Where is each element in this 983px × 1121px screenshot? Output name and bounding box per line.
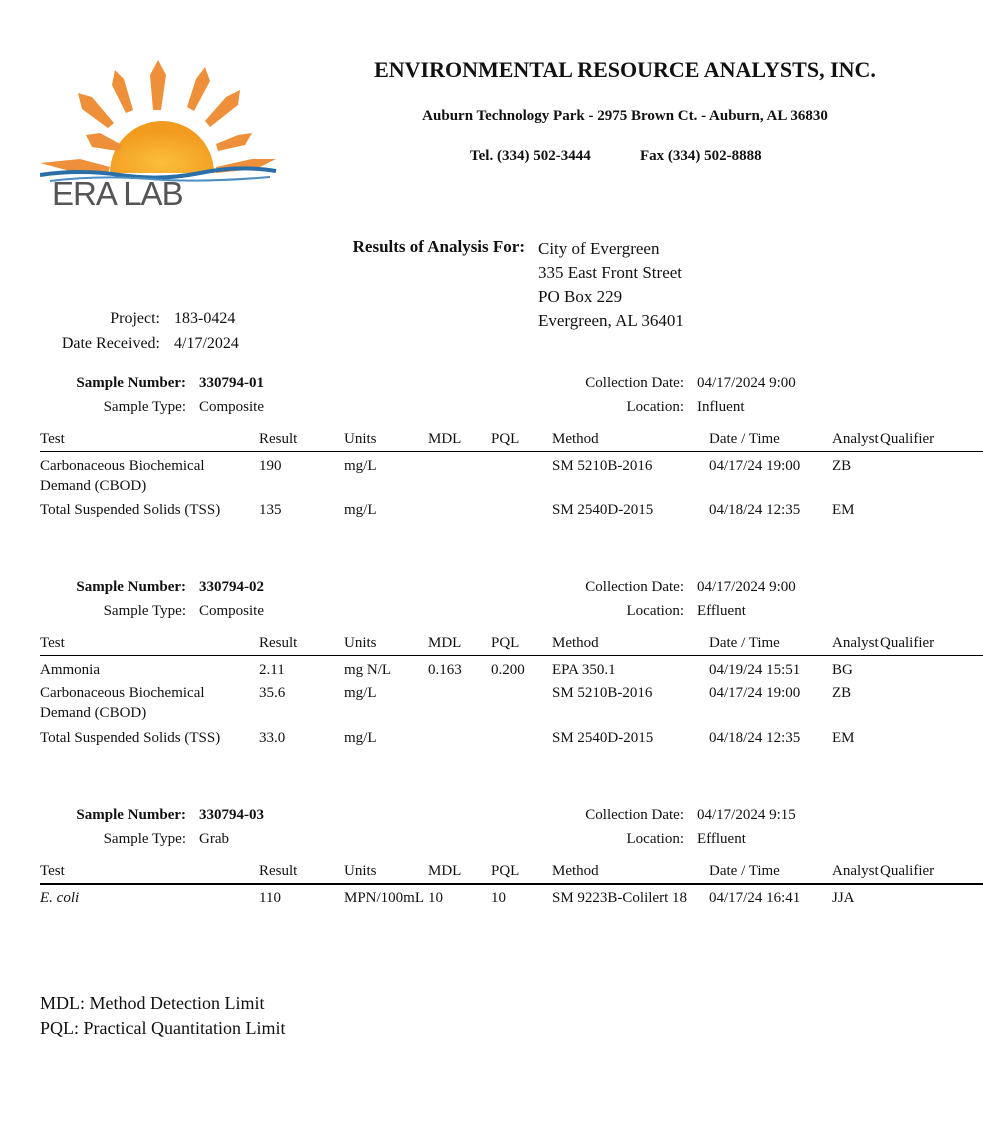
cell-units: mg/L	[344, 730, 377, 746]
cell-units: mg/L	[344, 685, 377, 701]
project-label: Project:	[110, 310, 160, 327]
sample-number-label: Sample Number:	[76, 579, 186, 595]
sample-type-label: Sample Type:	[103, 831, 186, 847]
collection-date-value: 04/17/2024 9:00	[697, 375, 796, 391]
col-analyst: Analyst	[832, 431, 879, 447]
client-line: PO Box 229	[538, 287, 623, 306]
cell-method: SM 9223B-Colilert 18	[552, 890, 688, 906]
col-method: Method	[552, 863, 599, 879]
cell-datetime: 04/17/24 16:41	[709, 890, 801, 906]
cell-analyst: JJA	[832, 890, 855, 906]
sample-number-value: 330794-02	[199, 579, 264, 595]
results-for-label: Results of Analysis For:	[352, 237, 525, 256]
cell-method: SM 5210B-2016	[552, 685, 653, 701]
col-units: Units	[344, 863, 377, 879]
cell-units: mg N/L	[344, 662, 392, 678]
cell-pql: 0.200	[491, 662, 525, 678]
col-pql: PQL	[491, 431, 520, 447]
col-test: Test	[40, 431, 65, 447]
cell-datetime: 04/17/24 19:00	[709, 685, 801, 701]
cell-result: 110	[259, 890, 281, 906]
cell-analyst: BG	[832, 662, 853, 678]
col-result: Result	[259, 431, 298, 447]
date-received-value: 4/17/2024	[174, 335, 239, 352]
col-test: Test	[40, 635, 65, 651]
client-line: City of Evergreen	[538, 239, 660, 258]
sample-type-label: Sample Type:	[103, 399, 186, 415]
cell-result: 33.0	[259, 730, 286, 746]
col-pql: PQL	[491, 635, 520, 651]
header-rule	[40, 655, 983, 656]
logo-wordmark: ERA LAB	[52, 175, 183, 212]
cell-result: 135	[259, 502, 282, 518]
col-mdl: MDL	[428, 635, 462, 651]
col-method: Method	[552, 431, 599, 447]
company-phone: Tel. (334) 502-3444	[470, 148, 591, 164]
col-qualifier: Qualifier	[880, 635, 935, 651]
header-rule	[40, 883, 983, 885]
cell-result: 190	[259, 458, 282, 474]
cell-method: EPA 350.1	[552, 662, 616, 678]
cell-method: SM 5210B-2016	[552, 458, 653, 474]
header-rule	[40, 451, 983, 452]
collection-date-label: Collection Date:	[585, 807, 684, 823]
sample-number-label: Sample Number:	[76, 375, 186, 391]
cell-test: Carbonaceous Biochemical Demand (CBOD)	[40, 685, 205, 721]
sample-type-value: Composite	[199, 603, 265, 619]
cell-pql: 10	[491, 890, 506, 906]
cell-test: Carbonaceous Biochemical Demand (CBOD)	[40, 458, 205, 494]
sample-type-value: Composite	[199, 399, 265, 415]
date-received-label: Date Received:	[61, 335, 160, 352]
col-qualifier: Qualifier	[880, 863, 935, 879]
cell-result: 35.6	[259, 685, 286, 701]
col-method: Method	[552, 635, 599, 651]
sample-type-value: Grab	[199, 831, 229, 847]
collection-date-label: Collection Date:	[585, 375, 684, 391]
cell-analyst: EM	[832, 730, 855, 746]
company-address: Auburn Technology Park - 2975 Brown Ct. - Auburn, AL 36830	[422, 108, 828, 124]
sample-block	[0, 375, 983, 575]
cell-test: Ammonia	[40, 662, 100, 678]
sample-number-value: 330794-03	[199, 807, 264, 823]
col-mdl: MDL	[428, 431, 462, 447]
col-units: Units	[344, 431, 377, 447]
sample-number-label: Sample Number:	[76, 807, 186, 823]
col-units: Units	[344, 635, 377, 651]
cell-test: Total Suspended Solids (TSS)	[40, 730, 221, 746]
cell-analyst: ZB	[832, 458, 852, 474]
col-datetime: Date / Time	[709, 863, 780, 879]
cell-test: Total Suspended Solids (TSS)	[40, 502, 221, 518]
cell-method: SM 2540D-2015	[552, 730, 654, 746]
location-value: Influent	[697, 399, 745, 415]
collection-date-value: 04/17/2024 9:15	[697, 807, 796, 823]
sample-block	[0, 807, 983, 1007]
sample-block	[0, 579, 983, 779]
location-value: Effluent	[697, 831, 746, 847]
cell-result: 2.11	[259, 662, 285, 678]
cell-datetime: 04/17/24 19:00	[709, 458, 801, 474]
sample-type-label: Sample Type:	[103, 603, 186, 619]
cell-analyst: ZB	[832, 685, 852, 701]
cell-units: MPN/100mL	[344, 890, 425, 906]
location-label: Location:	[626, 603, 684, 619]
table-header	[0, 863, 983, 883]
collection-date-value: 04/17/2024 9:00	[697, 579, 796, 595]
cell-test: E. coli	[40, 890, 80, 906]
location-label: Location:	[626, 831, 684, 847]
location-value: Effluent	[697, 603, 746, 619]
legend-pql: PQL: Practical Quantitation Limit	[40, 1018, 286, 1038]
cell-analyst: EM	[832, 502, 855, 518]
col-mdl: MDL	[428, 863, 462, 879]
client-line: 335 East Front Street	[538, 263, 683, 282]
cell-units: mg/L	[344, 502, 377, 518]
cell-mdl: 10	[428, 890, 443, 906]
col-analyst: Analyst	[832, 635, 879, 651]
location-label: Location:	[626, 399, 684, 415]
sample-number-value: 330794-01	[199, 375, 264, 391]
cell-mdl: 0.163	[428, 662, 462, 678]
col-datetime: Date / Time	[709, 635, 780, 651]
cell-units: mg/L	[344, 458, 377, 474]
client-address	[538, 237, 684, 333]
client-line: Evergreen, AL 36401	[538, 311, 684, 330]
col-analyst: Analyst	[832, 863, 879, 879]
col-pql: PQL	[491, 863, 520, 879]
table-header	[0, 635, 983, 655]
cell-datetime: 04/18/24 12:35	[709, 502, 801, 518]
legend-mdl: MDL: Method Detection Limit	[40, 993, 265, 1013]
company-fax: Fax (334) 502-8888	[640, 148, 762, 164]
cell-datetime: 04/19/24 15:51	[709, 662, 801, 678]
col-qualifier: Qualifier	[880, 431, 935, 447]
collection-date-label: Collection Date:	[585, 579, 684, 595]
cell-datetime: 04/18/24 12:35	[709, 730, 801, 746]
col-test: Test	[40, 863, 65, 879]
col-datetime: Date / Time	[709, 431, 780, 447]
cell-method: SM 2540D-2015	[552, 502, 654, 518]
col-result: Result	[259, 863, 298, 879]
table-header	[0, 431, 983, 451]
company-name: ENVIRONMENTAL RESOURCE ANALYSTS, INC.	[374, 57, 876, 82]
project-value: 183-0424	[174, 310, 236, 327]
col-result: Result	[259, 635, 298, 651]
